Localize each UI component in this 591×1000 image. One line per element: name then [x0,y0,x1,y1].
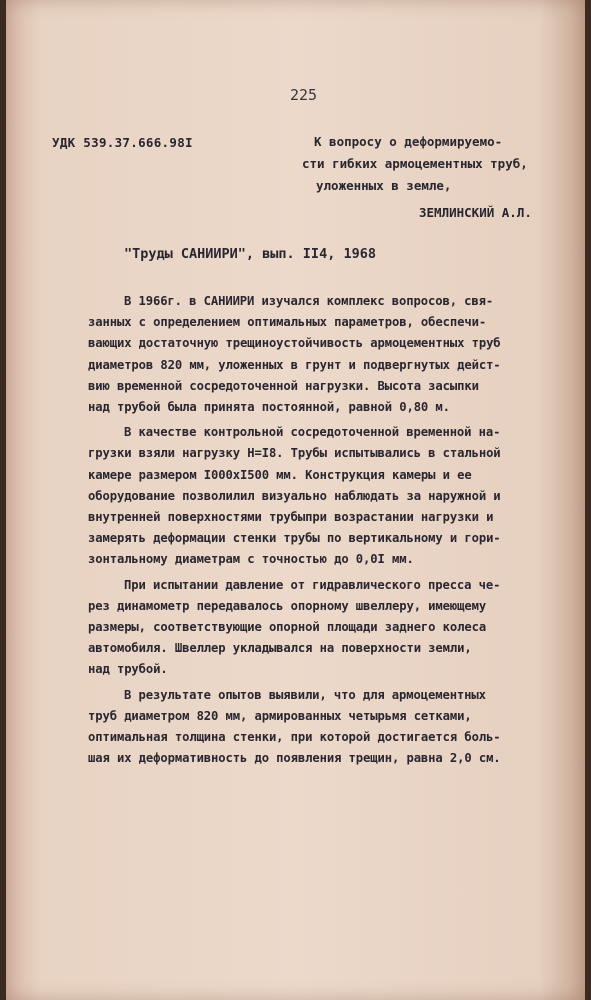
text-line: оптимальная толщина стенки, при которой достигается боль- [88,730,501,745]
source-citation: "Труды САНИИРИ", вып. II4, 1968 [124,246,376,262]
text-line: над трубой. [88,662,168,677]
paragraph [88,291,568,418]
text-line: над трубой была принята постоянной, равной 0,80 м. [88,400,450,415]
paragraph [88,575,568,681]
paragraph [88,422,568,570]
text-line: В 1966г. в САНИИРИ изучался комплекс вопросов, свя- [124,294,494,308]
page-number: 225 [290,86,318,104]
text-line: размеры, соответствующие опорной площади заднего колеса [88,620,487,635]
text-line: оборудование позволилил визуально наблюдать за наружной и [88,488,501,503]
udc-code: УДК 539.37.666.98I [52,135,193,150]
author-name: ЗЕМЛИНСКИЙ А.Л. [419,205,532,220]
title-line: сти гибких армоцементных труб, [302,156,528,171]
text-line: камере размером I000хI500 мм. Конструкция камеры и ее [88,467,472,482]
document-page [6,0,585,1000]
text-line: грузки взяли нагрузку Н=I8. Трубы испытывались в стальной [88,446,501,461]
text-line: автомобиля. Швеллер укладывался на поверхности земли, [88,641,472,656]
text-line: занных с определением оптимальных параметров, обеспечи- [88,315,487,330]
text-line: В результате опытов выявили, что для армоцементных [124,687,486,702]
title-line: уложенных в земле, [316,178,452,193]
text-line: При испытании давление от гидравлического пресса че- [124,577,501,592]
text-line: вию временной сосредоточенной нагрузки. Высота засыпки [88,378,479,393]
paragraph [88,685,568,770]
title-line: К вопросу о деформируемо- [314,134,503,149]
text-line: замерять деформации стенки трубы по вертикальному и гори- [88,531,501,546]
text-line: зонтальному диаметрам с точностью до 0,0I мм. [88,552,414,567]
text-line: В качестве контрольной сосредоточенной временной на- [124,425,501,440]
text-line: рез динамометр передавалось опорному швеллеру, имеющему [88,598,487,613]
text-line: труб диаметром 820 мм, армированных четырьмя сетками, [88,708,472,723]
article-title [302,131,564,197]
text-line: внутренней поверхностями трубыпри возрастании нагрузки и [88,510,494,525]
text-line: вающих достаточную трещиноустойчивость армоцементных труб [88,336,501,351]
text-line: шая их деформативность до появления трещин, равна 2,0 см. [88,751,501,766]
body-text [88,291,568,769]
text-line: диаметров 820 мм, уложенных в грунт и подвергнутых дейст- [88,357,501,372]
